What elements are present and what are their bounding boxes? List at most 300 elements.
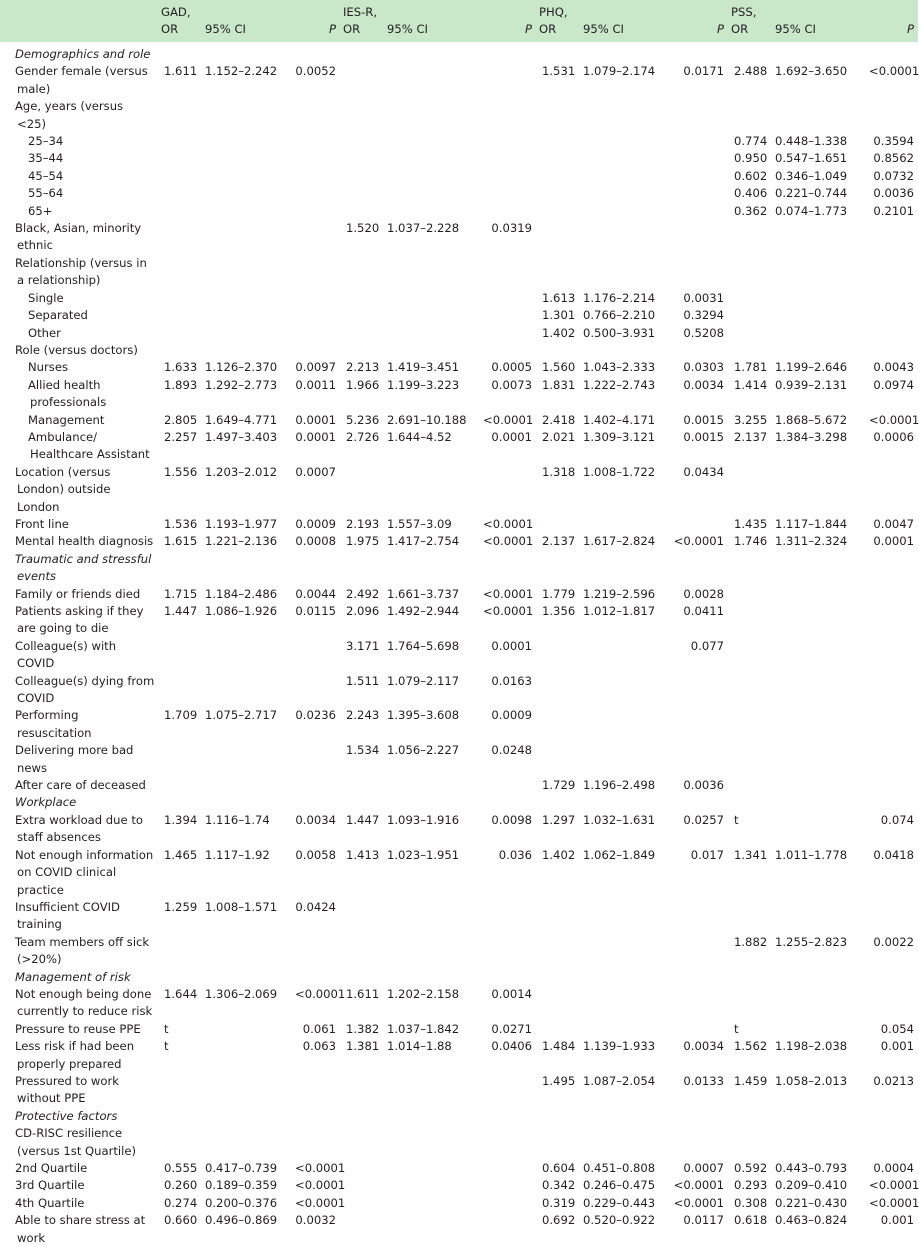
cell-pss-p: 0.0418 [873, 847, 914, 862]
header-or: OR [536, 21, 580, 42]
header-ci: 95% CI [580, 21, 670, 42]
cell-gad-p: 0.061 [302, 1021, 336, 1036]
cell-phq-or: 1.484 [542, 1039, 576, 1054]
cell-pss-or: t [734, 1021, 739, 1036]
table-row [0, 1021, 918, 1038]
cell-gad-ci [202, 1038, 292, 1073]
cell-phq-or [536, 98, 580, 133]
cell-pss-p [866, 551, 918, 586]
cell-iesr-p [480, 1177, 536, 1194]
cell-iesr-p: 0.0406 [491, 1039, 532, 1054]
cell-gad-ci [202, 638, 292, 673]
cell-gad-p [292, 150, 340, 167]
cell-gad-or: 1.556 [164, 464, 198, 479]
cell-pss-ci [772, 794, 866, 811]
header-cell [292, 0, 340, 21]
cell-phq-or: 1.301 [542, 308, 576, 323]
cell-pss-ci [772, 638, 866, 673]
cell-iesr-ci [384, 1125, 480, 1160]
cell-phq-ci [580, 168, 670, 185]
cell-phq-or [536, 168, 580, 185]
cell-iesr-or [340, 342, 384, 359]
cell-phq-or [536, 638, 580, 673]
cell-pss-p [866, 255, 918, 290]
cell-phq-ci: 1.139–1.933 [583, 1039, 656, 1054]
cell-phq-p: 0.0117 [683, 1213, 724, 1228]
table-row [0, 742, 918, 777]
cell-pss-ci [772, 1125, 866, 1160]
cell-phq-or [536, 1108, 580, 1125]
row-label: Less risk if had been properly prepared [15, 1039, 135, 1071]
cell-pss-ci: 1.198–2.038 [775, 1039, 848, 1054]
header-cell [670, 0, 728, 21]
cell-gad-ci [202, 42, 292, 63]
cell-gad-p [292, 794, 340, 811]
cell-phq-p [670, 203, 728, 220]
cell-iesr-ci: 1.199–3.223 [387, 377, 460, 392]
cell-phq-or [536, 673, 580, 708]
table-row [0, 185, 918, 202]
cell-iesr-p [480, 255, 536, 290]
cell-iesr-p: <0.0001 [483, 586, 534, 601]
cell-gad-p [292, 1125, 340, 1160]
row-label: 65+ [28, 203, 53, 218]
cell-pss-p: 0.0006 [873, 429, 914, 444]
cell-pss-ci [772, 307, 866, 324]
header-p: P [670, 21, 728, 42]
row-label: Team members off sick (>20%) [15, 934, 150, 967]
cell-gad-p [292, 742, 340, 777]
table-row [0, 150, 918, 167]
cell-iesr-ci [384, 63, 480, 98]
cell-pss-or [728, 255, 772, 290]
cell-iesr-ci [384, 464, 480, 516]
cell-gad-p: 0.0032 [295, 1213, 336, 1228]
header-phq: PHQ, [536, 0, 580, 21]
table-row [0, 464, 918, 516]
cell-iesr-ci: 1.661–3.737 [387, 586, 460, 601]
cell-gad-p: 0.0058 [295, 847, 336, 862]
table-row [0, 847, 918, 899]
cell-iesr-or: 1.975 [346, 534, 380, 549]
table-row [0, 359, 918, 376]
cell-gad-p [292, 307, 340, 324]
cell-phq-or [536, 42, 580, 63]
cell-phq-p: 0.077 [690, 638, 724, 653]
cell-iesr-ci [384, 551, 480, 586]
cell-gad-or: 0.274 [164, 1195, 198, 1210]
cell-gad-ci: 1.193–1.977 [205, 516, 278, 531]
cell-gad-ci [202, 1021, 292, 1038]
cell-pss-or: 1.562 [734, 1039, 768, 1054]
cell-gad-p [292, 673, 340, 708]
table-row [0, 1212, 918, 1247]
cell-pss-p [866, 220, 918, 255]
row-label: Front line [15, 516, 69, 531]
cell-phq-ci: 1.032–1.631 [583, 812, 656, 827]
cell-phq-ci [580, 185, 670, 202]
cell-iesr-ci [384, 1212, 480, 1247]
row-label: Not enough being done currently to reduce risk [15, 986, 153, 1019]
cell-phq-p: 0.3294 [683, 308, 724, 323]
cell-gad-or [158, 673, 202, 708]
cell-iesr-p [480, 185, 536, 202]
cell-phq-ci: 1.008–1.722 [583, 464, 656, 479]
cell-iesr-or [340, 63, 384, 98]
cell-phq-or [536, 185, 580, 202]
cell-iesr-or [340, 1160, 384, 1177]
cell-iesr-or [340, 203, 384, 220]
cell-pss-p: 0.001 [880, 1039, 914, 1054]
row-label: 25–34 [28, 134, 64, 149]
cell-phq-ci: 1.196–2.498 [583, 778, 656, 793]
cell-pss-ci: 0.547–1.651 [775, 151, 848, 166]
cell-pss-p [866, 464, 918, 516]
cell-pss-ci [772, 899, 866, 934]
cell-phq-ci: 1.012–1.817 [583, 604, 656, 618]
cell-iesr-or: 3.171 [346, 638, 380, 653]
cell-gad-p [292, 255, 340, 290]
cell-phq-or: 1.531 [542, 64, 576, 79]
cell-gad-or [158, 98, 202, 133]
cell-phq-or: 1.495 [542, 1073, 576, 1088]
cell-gad-or: 1.615 [164, 534, 198, 549]
cell-iesr-p [480, 899, 536, 934]
cell-iesr-ci: 1.202–2.158 [387, 986, 460, 1001]
cell-pss-or [728, 551, 772, 586]
row-label: Nurses [28, 360, 69, 375]
cell-phq-p [670, 150, 728, 167]
cell-iesr-or: 2.243 [346, 708, 380, 723]
cell-phq-or [536, 1125, 580, 1160]
cell-gad-p [292, 551, 340, 586]
cell-pss-ci: 1.868–5.672 [775, 412, 848, 427]
table-row [0, 533, 918, 550]
cell-pss-p: 0.0047 [873, 516, 914, 531]
cell-gad-p: 0.0424 [295, 899, 336, 914]
cell-phq-ci [580, 1125, 670, 1160]
cell-pss-p [866, 325, 918, 342]
cell-pss-p: <0.0001 [869, 64, 919, 79]
cell-pss-p: 0.0213 [873, 1073, 914, 1088]
cell-iesr-p [480, 98, 536, 133]
cell-gad-p: 0.0008 [295, 534, 336, 549]
cell-gad-ci: 0.496–0.869 [205, 1213, 278, 1228]
cell-gad-p [292, 342, 340, 359]
row-label: Separated [28, 308, 88, 323]
cell-iesr-ci [384, 185, 480, 202]
cell-iesr-ci: 1.417–2.754 [387, 534, 460, 549]
cell-pss-ci: 0.209–0.410 [775, 1178, 848, 1193]
cell-iesr-ci [384, 342, 480, 359]
cell-phq-or: 1.729 [542, 778, 576, 793]
table-row [0, 203, 918, 220]
cell-pss-p [866, 899, 918, 934]
cell-phq-or: 1.318 [542, 464, 576, 479]
row-label: Location (versus London) outside London [15, 464, 111, 514]
cell-pss-p [866, 307, 918, 324]
cell-phq-ci: 1.087–2.054 [583, 1073, 656, 1088]
cell-pss-ci [772, 464, 866, 516]
cell-phq-ci [580, 255, 670, 290]
table-row [0, 255, 918, 290]
cell-gad-p: <0.0001 [295, 1161, 346, 1175]
cell-gad-or: 1.611 [164, 64, 198, 79]
cell-pss-p: 0.054 [880, 1021, 914, 1036]
cell-iesr-p [480, 325, 536, 342]
cell-phq-p: 0.0171 [683, 64, 724, 79]
cell-phq-or [536, 516, 580, 533]
cell-phq-ci: 1.309–3.121 [583, 429, 656, 444]
cell-pss-p: 0.8562 [873, 151, 914, 166]
cell-gad-ci: 1.649–4.771 [205, 412, 278, 427]
section-row [0, 551, 918, 586]
cell-pss-or: 0.774 [734, 134, 768, 149]
cell-gad-ci [202, 969, 292, 986]
cell-pss-p [866, 586, 918, 603]
cell-gad-ci: 1.152–2.242 [205, 64, 278, 79]
cell-gad-ci [202, 794, 292, 811]
cell-gad-p [292, 290, 340, 307]
row-label: Delivering more bad news [15, 743, 134, 775]
cell-phq-ci [580, 150, 670, 167]
cell-phq-ci: 0.229–0.443 [583, 1195, 656, 1210]
cell-phq-ci [580, 707, 670, 742]
cell-pss-or [728, 1125, 772, 1160]
section-row [0, 42, 918, 63]
cell-phq-p: 0.0031 [683, 290, 724, 305]
cell-phq-ci [580, 133, 670, 150]
cell-pss-p [866, 290, 918, 307]
cell-phq-ci: 1.402–4.171 [583, 412, 656, 427]
cell-iesr-or [340, 185, 384, 202]
cell-iesr-p: <0.0001 [483, 604, 534, 618]
header-ci: 95% CI [772, 21, 866, 42]
cell-pss-p [866, 1125, 918, 1160]
cell-gad-or [158, 794, 202, 811]
cell-iesr-p [480, 1160, 536, 1177]
cell-phq-ci [580, 98, 670, 133]
cell-phq-p: 0.0034 [683, 377, 724, 392]
cell-pss-p [866, 986, 918, 1021]
cell-gad-p [292, 133, 340, 150]
cell-iesr-p [480, 777, 536, 794]
row-label: Age, years (versus <25) [15, 99, 124, 131]
cell-gad-ci: 1.116–1.74 [205, 812, 270, 827]
cell-phq-or: 1.356 [542, 604, 576, 618]
row-label: Insufficient COVID training [15, 899, 120, 932]
cell-iesr-p [480, 42, 536, 63]
table-row [0, 812, 918, 847]
cell-iesr-ci: 1.093–1.916 [387, 812, 460, 827]
cell-iesr-p [480, 290, 536, 307]
row-label: Ambulance/ Healthcare Assistant [28, 429, 150, 462]
cell-iesr-ci: 1.419–3.451 [387, 360, 460, 375]
cell-gad-ci [202, 342, 292, 359]
header-or: OR [158, 21, 202, 42]
cell-pss-ci: 1.255–2.823 [775, 934, 848, 949]
cell-pss-p [866, 638, 918, 673]
table-row [0, 1125, 918, 1160]
cell-gad-p: <0.0001 [295, 986, 346, 1001]
cell-iesr-p: 0.0098 [491, 812, 532, 827]
cell-pss-or [728, 638, 772, 673]
row-label: Patients asking if they are going to die [15, 604, 144, 636]
cell-gad-ci [202, 551, 292, 586]
cell-pss-or: 0.406 [734, 186, 768, 201]
cell-pss-or: 0.592 [734, 1161, 768, 1175]
cell-iesr-or [340, 464, 384, 516]
cell-gad-ci [202, 185, 292, 202]
cell-iesr-p: 0.0073 [491, 377, 532, 392]
cell-phq-p: 0.0007 [683, 1161, 724, 1175]
cell-phq-or: 1.402 [542, 847, 576, 862]
cell-gad-or: 2.257 [164, 429, 198, 444]
cell-gad-or: 0.660 [164, 1213, 198, 1228]
cell-pss-p: <0.0001 [869, 1195, 919, 1210]
cell-iesr-or [340, 794, 384, 811]
cell-iesr-p: 0.0001 [491, 429, 532, 444]
cell-phq-or: 1.779 [542, 586, 576, 601]
cell-gad-or [158, 133, 202, 150]
header-cell [772, 0, 866, 21]
cell-gad-p [292, 969, 340, 986]
cell-phq-ci: 0.766–2.210 [583, 308, 656, 323]
cell-iesr-ci: 1.764–5.698 [387, 638, 460, 653]
row-label: 45–54 [28, 168, 64, 183]
cell-pss-ci: 0.221–0.430 [775, 1195, 848, 1210]
cell-pss-or: 1.781 [734, 360, 768, 375]
cell-gad-or: t [164, 1021, 169, 1036]
cell-iesr-or [340, 1177, 384, 1194]
cell-phq-p [670, 133, 728, 150]
cell-phq-ci [580, 203, 670, 220]
table-row [0, 429, 918, 464]
cell-gad-ci [202, 98, 292, 133]
section-heading: Demographics and role [15, 47, 151, 61]
cell-iesr-ci: 1.492–2.944 [387, 604, 460, 618]
cell-phq-or [536, 220, 580, 255]
cell-pss-p [866, 673, 918, 708]
cell-pss-ci [772, 707, 866, 742]
cell-phq-ci: 0.246–0.475 [583, 1178, 656, 1193]
cell-iesr-p [480, 342, 536, 359]
cell-phq-p [670, 969, 728, 986]
cell-iesr-or [340, 1212, 384, 1247]
section-row [0, 1108, 918, 1125]
cell-gad-ci [202, 1125, 292, 1160]
cell-iesr-or [340, 1073, 384, 1108]
section-heading: Protective factors [15, 1108, 118, 1123]
cell-pss-or [728, 603, 772, 638]
cell-gad-ci [202, 777, 292, 794]
cell-phq-or [536, 794, 580, 811]
section-heading: Workplace [15, 795, 77, 810]
cell-iesr-p: 0.0271 [491, 1021, 532, 1036]
cell-phq-p: 0.0411 [683, 604, 724, 618]
cell-iesr-or: 2.193 [346, 516, 380, 531]
cell-iesr-ci: 1.037–1.842 [387, 1021, 460, 1036]
cell-iesr-ci [384, 42, 480, 63]
cell-gad-or: t [164, 1039, 169, 1054]
cell-iesr-or [340, 307, 384, 324]
cell-pss-ci: 0.346–1.049 [775, 168, 848, 183]
cell-iesr-p [480, 307, 536, 324]
cell-gad-or: 1.394 [164, 812, 198, 827]
cell-gad-ci: 0.417–0.739 [205, 1161, 278, 1175]
cell-pss-ci [772, 986, 866, 1021]
cell-iesr-p [480, 551, 536, 586]
cell-pss-or [728, 673, 772, 708]
cell-gad-p [292, 934, 340, 969]
cell-iesr-p [480, 1125, 536, 1160]
cell-pss-ci [772, 603, 866, 638]
cell-iesr-or: 1.382 [346, 1021, 380, 1036]
cell-phq-p: 0.0303 [683, 360, 724, 375]
cell-gad-or: 1.447 [164, 604, 198, 618]
cell-gad-ci: 1.221–2.136 [205, 534, 278, 549]
cell-pss-ci: 1.692–3.650 [775, 64, 848, 79]
header-or: OR [728, 21, 772, 42]
cell-gad-or: 1.465 [164, 847, 198, 862]
cell-phq-or [536, 551, 580, 586]
cell-iesr-ci: 1.037–2.228 [387, 221, 460, 236]
table-row [0, 638, 918, 673]
cell-gad-p: 0.0044 [295, 586, 336, 601]
cell-iesr-ci [384, 203, 480, 220]
cell-phq-ci: 0.520–0.922 [583, 1213, 656, 1228]
cell-gad-ci [202, 220, 292, 255]
cell-gad-ci: 1.203–2.012 [205, 464, 278, 479]
cell-iesr-ci [384, 1177, 480, 1194]
row-label: Role (versus doctors) [15, 342, 138, 357]
cell-phq-p [670, 255, 728, 290]
table-row [0, 98, 918, 133]
cell-pss-or: 0.293 [734, 1178, 768, 1193]
cell-phq-p [670, 168, 728, 185]
cell-iesr-p: 0.0014 [491, 986, 532, 1001]
cell-pss-p: 0.0043 [873, 360, 914, 375]
cell-phq-or [536, 150, 580, 167]
cell-iesr-or [340, 98, 384, 133]
cell-pss-or [728, 42, 772, 63]
cell-iesr-ci: 1.395–3.608 [387, 708, 460, 723]
cell-gad-p: 0.0001 [295, 429, 336, 444]
cell-phq-ci [580, 673, 670, 708]
cell-pss-ci [772, 98, 866, 133]
table-row [0, 133, 918, 150]
cell-phq-p [670, 673, 728, 708]
cell-phq-or: 2.418 [542, 412, 576, 427]
cell-gad-p [292, 325, 340, 342]
row-label: Extra workload due to staff absences [15, 812, 143, 845]
cell-pss-or [728, 325, 772, 342]
cell-pss-p: 0.0036 [873, 186, 914, 201]
cell-phq-or: 1.560 [542, 360, 576, 375]
cell-iesr-ci [384, 1160, 480, 1177]
cell-pss-ci [772, 1021, 866, 1038]
cell-iesr-p: 0.036 [498, 847, 532, 862]
cell-iesr-ci: 1.557–3.09 [387, 516, 452, 531]
cell-phq-p [670, 899, 728, 934]
cell-phq-ci [580, 934, 670, 969]
cell-iesr-p [480, 1195, 536, 1212]
cell-phq-p: 0.0015 [683, 429, 724, 444]
cell-pss-ci: 0.221–0.744 [775, 186, 848, 201]
cell-iesr-or [340, 133, 384, 150]
cell-gad-p: 0.0007 [295, 464, 336, 479]
cell-pss-ci: 1.199–2.646 [775, 360, 848, 375]
